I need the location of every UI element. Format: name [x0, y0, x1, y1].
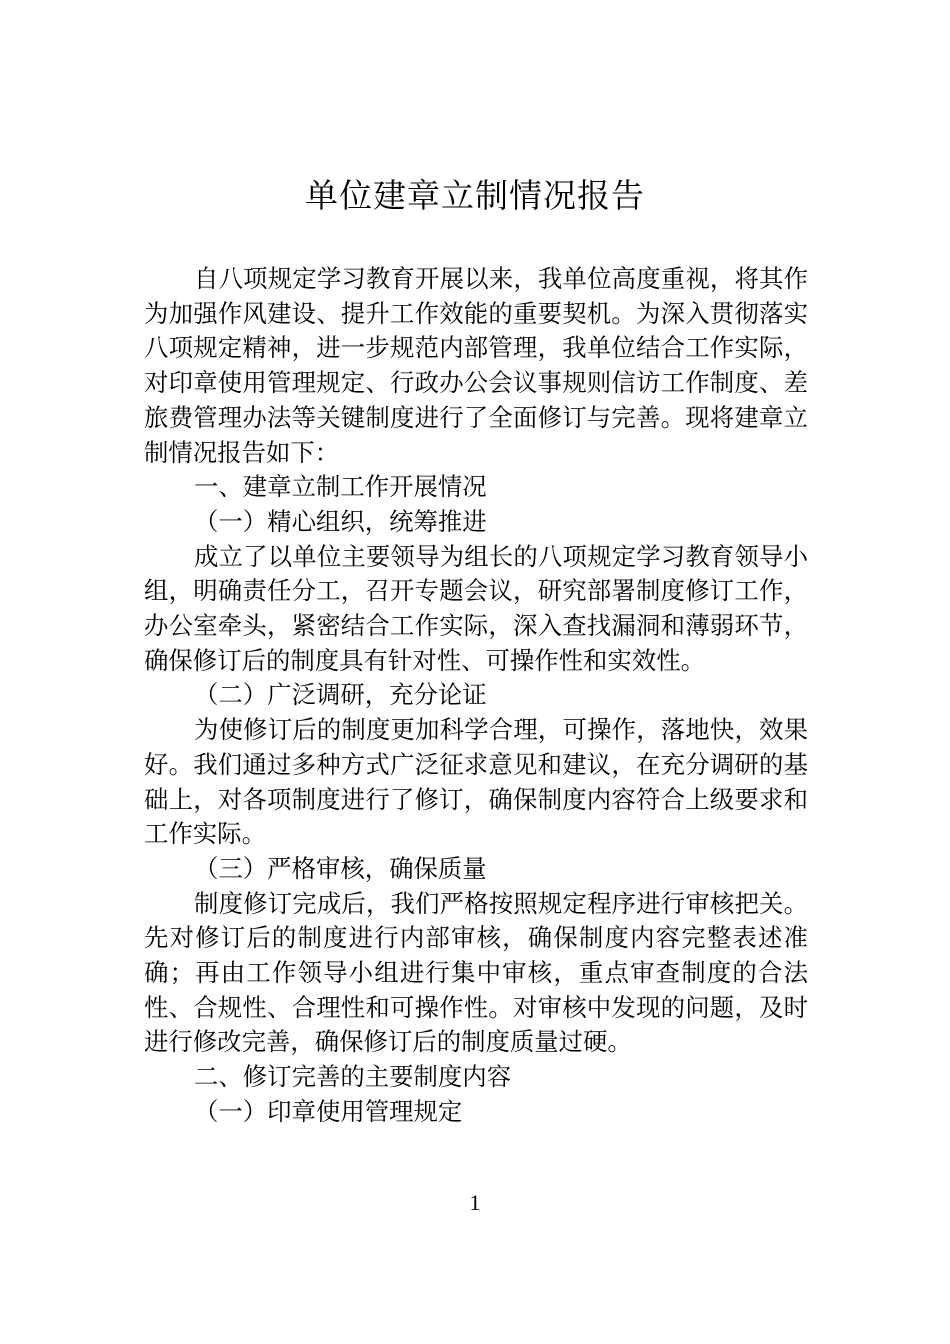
page-number: 1 — [469, 1190, 481, 1215]
subsection-heading-2-1: （一）印章使用管理规定 — [194, 1096, 463, 1126]
subsection-heading-1-2: （二）广泛调研，充分论证 — [194, 680, 487, 710]
document-title: 单位建章立制情况报告 — [305, 176, 645, 215]
paragraph-intro: 自八项规定学习教育开展以来，我单位高度重视，将其作为加强作风建设、提升工作效能的重要契机。为深入贯彻落实八项规定精神，进一步规范内部管理，我单位结合工作实际，对印章使用管理规定、行政办公会议事规则信访工作制度、差旅费管理办法等关键制度进行了全面修订与完善。现将建章立制情况报告如下： — [144, 264, 808, 467]
paragraph-review: 制度修订完成后，我们严格按照规定程序进行审核把关。先对修订后的制度进行内部审核，确保制度内容完整表述准确；再由工作领导小组进行集中审核，重点审查制度的合法性、合规性、合理性和可操作性。对审核中发现的问题，及时进行修改完善，确保修订后的制度质量过硬。 — [144, 888, 808, 1057]
subsection-heading-1-1: （一）精心组织，统筹推进 — [194, 506, 487, 536]
section-heading-1: 一、建章立制工作开展情况 — [194, 472, 487, 502]
section-heading-2: 二、修订完善的主要制度内容 — [194, 1062, 512, 1092]
document-body — [144, 262, 808, 1130]
subsection-heading-1-3: （三）严格审核，确保质量 — [194, 853, 487, 883]
paragraph-research: 为使修订后的制度更加科学合理，可操作，落地快，效果好。我们通过多种方式广泛征求意见和建议，在充分调研的基础上，对各项制度进行了修订，确保制度内容符合上级要求和工作实际。 — [144, 715, 808, 849]
paragraph-organization: 成立了以单位主要领导为组长的八项规定学习教育领导小组，明确责任分工，召开专题会议，研究部署制度修订工作，办公室牵头，紧密结合工作实际，深入查找漏洞和薄弱环节，确保修订后的制度具有针对性、可操作性和实效性。 — [144, 541, 808, 675]
